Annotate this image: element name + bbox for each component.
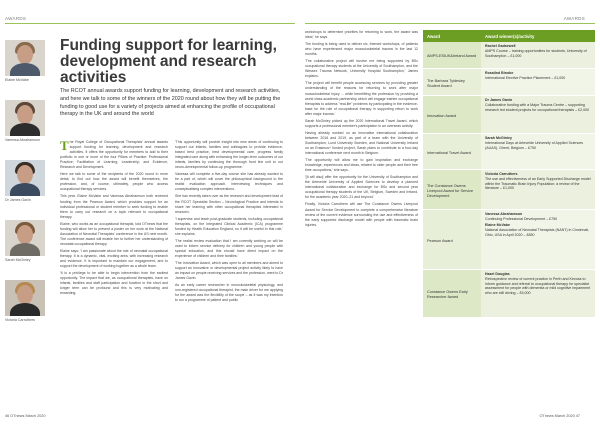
body-paragraph: Having already worked on an innovative international collaboration between 2016 and 2019, as part of a team with the University of Southampton, Lund University Sweden, and National University Ireland on an Erasmus+ funded project, Sarah plans to contribute to a four-day international conference next month in Belgium. [305,130,418,156]
body-paragraph: 'The opportunity will allow me to gain inspiration and exchange knowledge, experiences and ideas, related to older people and their free time occupations,' she says. [305,158,418,173]
portrait-photo [5,280,45,316]
body-paragraph: Here we talk to some of the recipients of the 2020 round in more detail, to find out how the award will benefit themselves, the profession, and, of course, ultimately, people who access occupational therapy services. [60,172,168,192]
portrait-photo [5,40,45,76]
section-label-right: AWARDS [563,16,585,21]
table-row [423,270,595,318]
award-winner-cell [481,96,595,133]
article-intro: The RCOT annual awards support funding for learning, development and research activities, and here we talk to some of the winners of the 2020 round about how they will be putting the funding to good use for a variety of projects aimed at enhancing the profile of occupational therapy in the UK and around the world [60,88,281,118]
winner-activity: AMPS Course – training opportunities for students, University of Southampton – £1,000 [485,48,587,58]
table-row [423,170,595,210]
photo-caption: Dr James Gavin [5,198,31,202]
winner-activity: International Elective Practice Placement – £1,000 [485,75,566,80]
award-winner-cell [481,42,595,68]
body-column-3 [305,30,418,230]
body-paragraph: Vanessa will complete a five-day course she has already wanted to be a part of, which will cover the philosophical background to the realist evaluation approach, interviewing techniques and conceptualising complex interventions. [175,172,283,192]
body-paragraph: workshops to determine priorities for returning to work, the award was ideal,' he says. [305,30,418,40]
winner-name: Victoria Carruthers [485,172,518,176]
winner-name: Rosalind Binobe [485,71,514,75]
body-paragraph: 'It is a privilege to be able to begin intervention from the earliest opportunity. The impact that we, as occupational therapists, have on infants, families and staff participation and function in the short and longer term can be profound and this is very motivating and rewarding. [60,271,168,296]
body-paragraph: 'The Innovation Award, which was open to all members and aimed to support an innovative or developmental project activity likely to have an impact on people receiving services and the profession, went to Dr James Gavin. [175,261,283,281]
body-paragraph: 'The project will benefit people accessing services by providing greater understanding of the reasons for returning to work after major musculoskeletal injury ... while benefitting the profession by providing a world class academic partnership which will engage trainee occupational therapists to address "real-life" problems by participating in the evidence-base for the role of occupational therapy in supporting return to work after major trauma.' [305,81,418,116]
winner-name: Hazel Douglas [485,272,510,276]
photo-caption: Victoria Carruthers [5,318,35,322]
table-row [423,96,595,134]
winner-name: Dr James Gavin [485,98,513,102]
body-paragraph: 'I supervise and teach post-graduate students, including occupational therapists, on the Integrated Clinical Academic (ICA) programme funded by Health Education England, so it will be useful in this role,' she explains. [175,216,283,236]
award-name: AMPS-ESIUK&Ireland Award [423,42,481,68]
section-rule-left [5,23,295,24]
award-name: Constance Owens Early Researcher Award [423,270,481,317]
winner-activity: Collaborative funding with a Major Trauma Centre – supporting research led student projects for occupational therapists – £2,000 [485,102,590,112]
table-row [423,42,595,69]
table-row [423,134,595,170]
portrait-photo [5,160,45,196]
right-page [300,0,600,424]
award-name: Innovation Award [423,96,481,133]
header-award: Award [427,33,441,39]
drop-cap: T [60,138,69,153]
table-row [423,210,595,270]
body-paragraph: She has recently taken over as the research and development lead of the RCOT Specialist Section – Neurological Practice and intends to share her learning with other occupational therapists interested in research. [175,194,283,214]
body-paragraph: Sarah McGinley picked up the 2020 International Travel Award, which supports a professional member's participation in an overseas activity. [305,118,418,128]
body-paragraph: The Royal College of Occupational Therapists' annual awards support funding for learning, development and research activities. It offers the opportunity for members to add to their portfolio in one or more of the four Pillars of Practice: Professional Practice; Facilitation of Learning; Leadership; and Evidence, Research and Development. [60,138,168,170]
body-column-2 [175,140,283,305]
body-paragraph: As an early career researcher in musculoskeletal physiology, and non-registered occupational therapist, the main driver for me applying for the award was the flexibility of the scope – as it was my intention to run a programme of patient and public [175,283,283,303]
page-folio-left: 46 OTnews March 2020 [5,414,46,418]
body-paragraph: Elaine says: 'I am passionate about the role of neonatal occupational therapy. It is a dynamic, vital, exciting area, with increasing research and evidence. It is important to maintain our engagement, and to support the development of working together as a whole team. [60,248,168,269]
page-folio-right: OTnews March 2020 47 [539,414,580,418]
awards-table [423,30,595,318]
award-name: Pearson Award [423,210,481,269]
portrait-photo [5,100,45,136]
award-winner-cell [481,210,595,269]
awards-table-header [423,30,595,42]
winner-name: Sarah McGinley [485,136,512,140]
award-winner-cell [481,69,595,95]
award-winner-cell [481,170,595,209]
section-label-left: AWARDS [5,16,27,21]
article-title: Funding support for learning, development and research activities [60,37,277,86]
award-name: International Travel Award [423,134,481,169]
award-name: The Barbara Tyldesley Student Award [423,69,481,95]
winner-activity: International Days at Artevelde University of Applied Sciences (AUAS), Ghent, Belgium – £750 [485,140,584,150]
body-paragraph: This year, Elaine McVabe and Vanessa Abrahamson both received funding from the Pearson Award, which provides support for an individual professional or student member to seek funding to enable them to carry out research on a topic relevant to occupational therapy. [60,194,168,219]
body-paragraph: Finally, Victoria Carruthers will use The Constance Owens Liverpool Award for Service Development to complete a comprehensive literature review of the current evidence surrounding the use and effectiveness of the early supported discharge model with people with traumatic brain injuries. [305,202,418,227]
winner-activity: The use and effectiveness of an Early Supported Discharge model within the Traumatic Brain Injury Population: a review of the literature – £1,000 [485,176,591,191]
body-paragraph: 'The collaborative project will involve me being supported by BSc occupational therapy students at the University of Southampton, and the Wessex Trauma Network, University Hospital Southampton,' James explains. [305,59,418,79]
body-paragraph: 'The realist review evaluation that I am currently working on will be used to inform service delivery for children and young people with special education, and this should have direct impact on the experience of children and their families.' [175,238,283,258]
table-row [423,69,595,96]
award-name: The Constance Owens Liverpool Award for Service Development [423,170,481,209]
winner-name: Rachel Gadsewell [485,44,516,48]
photo-caption: Sarah McGinley [5,258,31,262]
portrait-photo [5,220,45,256]
body-paragraph: '[It will also] offer the opportunity for the University of Southampton and the Artevelde University of Applied Sciences to develop a planned international collaboration and exchange for BSc and second year occupational therapy students of the UK, Belgium, Sweden and Ireland, for the academic year 2020–21 and beyond.' [305,175,418,200]
award-winner-cell [481,270,595,317]
body-paragraph: Elaine, who works as an occupational therapist, told OTnews that the funding will allow her to present a poster on her work at the National Association of Neonatal Therapists' conference in the US next month. The conference award will enable her to further her understanding of neonatal occupational therapy. [60,221,168,246]
winner-name: Elaine McVabe [485,223,510,228]
body-paragraph: 'This opportunity will provide insight into new areas of continuing to support our infants, families and colleagues to provide evidence-based best practice, best developmental care, progress family integrated care along with enhancing the longer-term outcomes of our infants, families by continuing the thorough front line unit to our neuro-developmental follow-up programme.' [175,140,283,170]
winner-activity: Continuing Professional Development – £750 [485,216,558,221]
header-winner: Award winner(s)/activity [485,33,535,39]
winner-activity: Retrospective review of current practice in Perth and Kinross to inform guidance and referral to occupational therapy for specialist assessment for people with dementia or mild cognitive impairment who are still driving – £5,000 [485,276,591,296]
photo-caption: Elaine McVabe [5,78,29,82]
body-column-1 [60,140,168,298]
award-winner-cell [481,134,595,169]
winner-name: Vanessa Abrahamson [485,212,523,216]
winner-activity: National Association of Neonatal Therapists (NANT) in Cincinnati, Ohio, USA in April 2020 – £850 [485,227,590,237]
photo-caption: Vanessa Abrahamson [5,138,40,142]
section-rule-right [305,23,595,24]
body-paragraph: The funding is being used to deliver six, themed workshops, of patients who have experienced major musculoskeletal trauma in the last 12 months. [305,42,418,57]
